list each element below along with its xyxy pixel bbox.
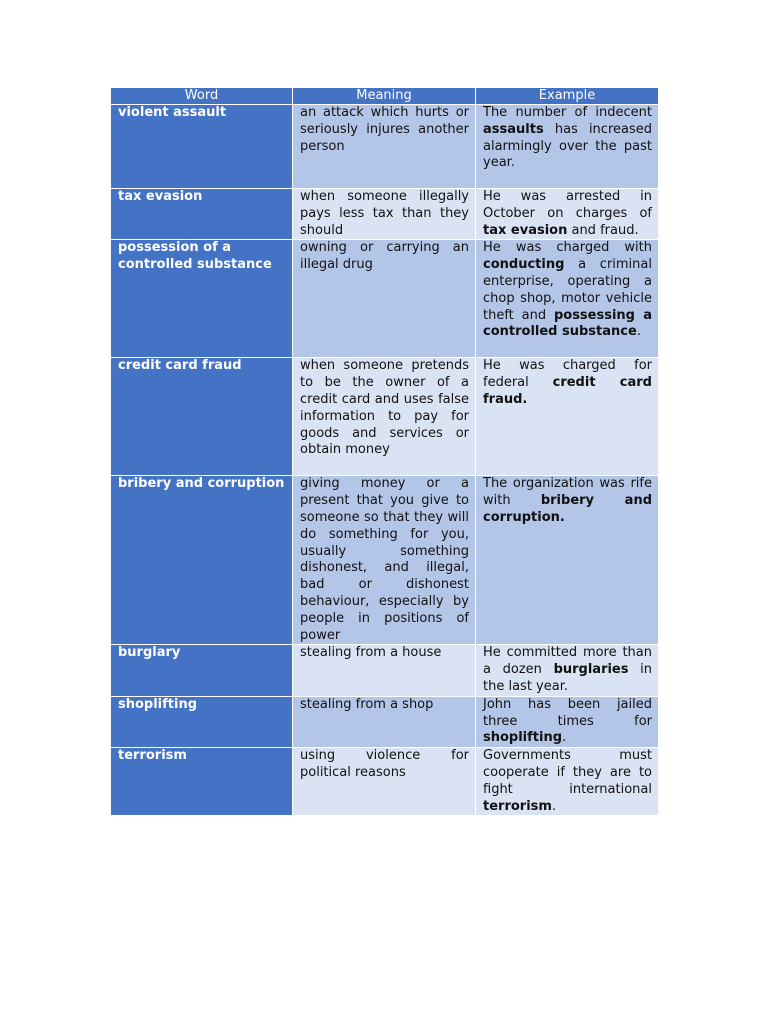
- header-row: [111, 88, 659, 105]
- example-text: has increased alarmingly over the past year.: [483, 121, 652, 171]
- example-cell: [476, 240, 659, 358]
- example-text: He was arrested in October on charges of: [483, 189, 652, 221]
- crime-vocabulary-table: [110, 87, 659, 816]
- word-cell: tax evasion: [111, 189, 293, 240]
- example-text: in the last year.: [483, 662, 653, 694]
- example-text: He committed more than a dozen: [483, 645, 652, 678]
- example-keyword: burglaries: [553, 662, 629, 678]
- word-cell: bribery and corruption: [111, 476, 293, 645]
- example-keyword: bribery and corruption.: [483, 493, 653, 525]
- table-row: [111, 696, 659, 747]
- word-cell: shoplifting: [111, 696, 293, 747]
- example-cell: [476, 645, 659, 696]
- example-cell: [476, 476, 659, 645]
- example-cell: [476, 358, 659, 476]
- example-text: He was charged for federal: [483, 358, 652, 391]
- table-row: [111, 358, 659, 476]
- table-row: [111, 645, 659, 696]
- table-row: [111, 240, 659, 358]
- example-keyword: assaults: [483, 121, 544, 137]
- header-meaning: Meaning: [293, 88, 476, 105]
- meaning-cell: giving money or a present that you give to someone so that they will do something for you, usually something dishonest, and illegal, bad or dishonest behaviour, especially by people in positions of power: [293, 476, 476, 645]
- example-keyword: tax evasion: [483, 222, 568, 238]
- example-text: Governments must cooperate if they are to fight international: [483, 748, 652, 797]
- example-keyword: credit card fraud.: [483, 375, 652, 407]
- table-row: [111, 748, 659, 816]
- header-word: Word: [111, 88, 293, 105]
- word-cell: violent assault: [111, 105, 293, 189]
- example-text: a criminal enterprise, operating a chop shop, motor vehicle theft and: [483, 257, 652, 323]
- table-header: [111, 88, 659, 105]
- table-body: [111, 105, 659, 816]
- table-row: [111, 105, 659, 189]
- example-keyword: terrorism: [483, 798, 552, 814]
- example-text: The organization was rife with: [483, 476, 652, 509]
- example-text: He was charged with: [483, 240, 652, 256]
- meaning-cell: stealing from a house: [293, 645, 476, 696]
- example-text: .: [636, 324, 641, 340]
- example-cell: [476, 189, 659, 240]
- example-text: The number of indecent: [483, 105, 652, 120]
- example-keyword: possessing a controlled substance: [483, 307, 652, 340]
- meaning-cell: when someone pretends to be the owner of a credit card and uses false information to pay for goods and services or obtain money: [293, 358, 476, 476]
- meaning-cell: when someone illegally pays less tax than they should: [293, 189, 476, 240]
- meaning-cell: stealing from a shop: [293, 696, 476, 747]
- example-text: John has been jailed three times for: [483, 696, 652, 729]
- meaning-cell: using violence for political reasons: [293, 748, 476, 816]
- example-keyword: shoplifting: [483, 730, 563, 746]
- table-row: [111, 189, 659, 240]
- meaning-cell: owning or carrying an illegal drug: [293, 240, 476, 358]
- meaning-cell: an attack which hurts or seriously injures another person: [293, 105, 476, 189]
- example-cell: [476, 748, 659, 816]
- word-cell: possession of a controlled substance: [111, 240, 293, 358]
- word-cell: terrorism: [111, 748, 293, 816]
- example-text: .: [562, 730, 567, 746]
- example-cell: [476, 105, 659, 189]
- example-text: .: [551, 798, 557, 814]
- example-text: and fraud.: [567, 222, 639, 238]
- word-cell: burglary: [111, 645, 293, 696]
- header-example: Example: [476, 88, 659, 105]
- word-cell: credit card fraud: [111, 358, 293, 476]
- table-row: [111, 476, 659, 645]
- example-cell: [476, 696, 659, 747]
- example-keyword: conducting: [483, 257, 565, 273]
